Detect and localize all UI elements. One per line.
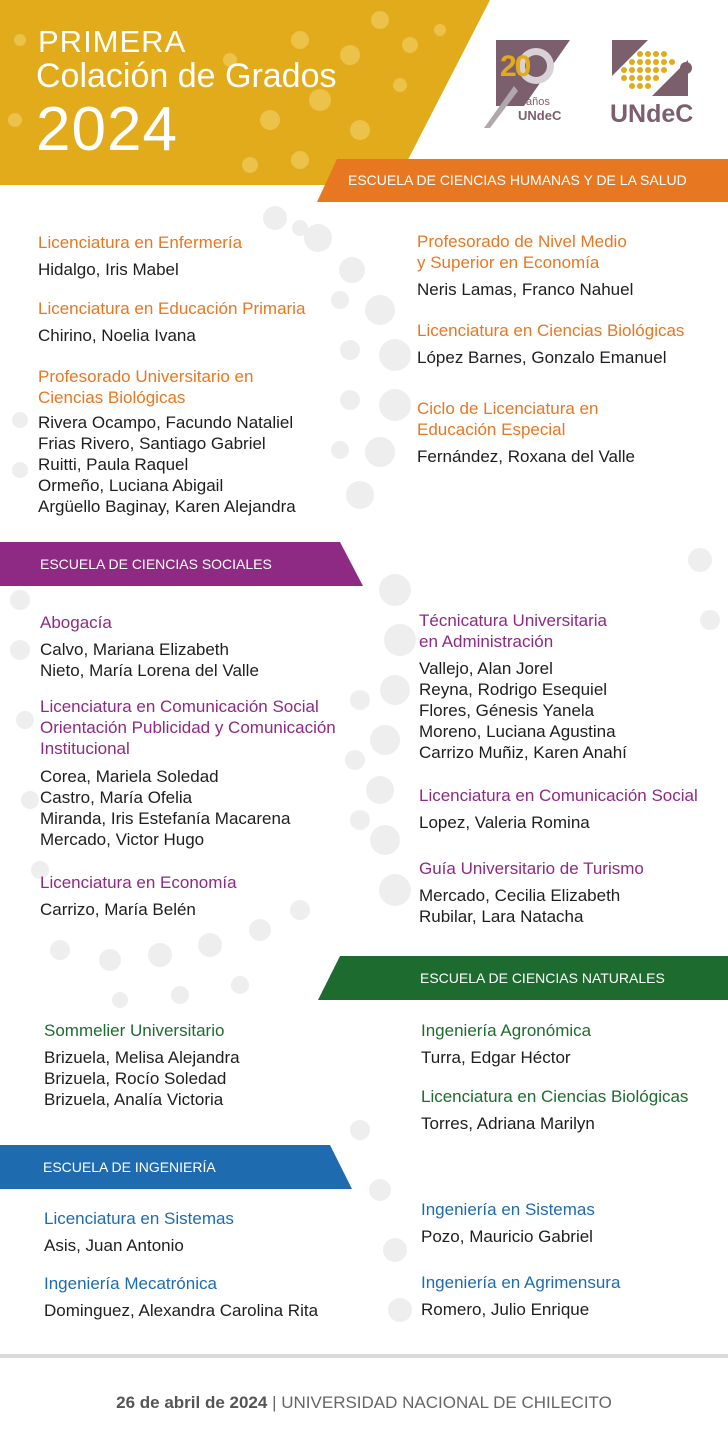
program-block [421, 1086, 688, 1134]
logo-20-anos [484, 36, 574, 128]
banner-humanas [317, 159, 728, 202]
program-block [421, 1199, 595, 1247]
banner-sociales [0, 542, 363, 586]
graduate-name: Flores, Génesis Yanela [419, 701, 595, 720]
program-block [44, 1020, 240, 1110]
program-block [419, 858, 644, 927]
program-block [44, 1208, 234, 1256]
program-block [421, 1020, 591, 1068]
graduate-name: Rubilar, Lara Natacha [419, 907, 584, 926]
program-title: Profesorado de Nivel Medio y Superior en Economía [417, 232, 627, 272]
program-block [38, 232, 242, 280]
graduate-name: Frias Rivero, Santiago Gabriel [38, 434, 266, 453]
program-block [417, 231, 633, 300]
graduate-list [417, 446, 635, 467]
graduate-list [417, 347, 684, 368]
header-title: Colación de Grados [36, 57, 337, 95]
program-block [417, 320, 684, 368]
program-title: Licenciatura en Economía [40, 873, 237, 892]
graduate-name: Dominguez, Alexandra Carolina Rita [44, 1301, 319, 1320]
program-block [419, 785, 698, 833]
banner-naturales [318, 956, 728, 1000]
graduate-name: Chirino, Noelia Ivana [38, 326, 196, 345]
graduate-name: Corea, Mariela Soledad [40, 767, 219, 786]
graduate-list [40, 899, 237, 920]
graduate-list [421, 1113, 688, 1134]
graduate-list [421, 1047, 591, 1068]
graduate-name: Rivera Ocampo, Facundo Nataliel [38, 413, 294, 432]
graduate-name: Pozo, Mauricio Gabriel [421, 1227, 593, 1246]
graduate-list [417, 279, 633, 300]
program-title: Licenciatura en Educación Primaria [38, 299, 306, 318]
graduate-name: Argüello Baginay, Karen Alejandra [38, 497, 296, 516]
graduate-list [419, 885, 644, 927]
logo-20-digits: 20 [500, 50, 530, 83]
logo-undec [608, 36, 698, 128]
graduate-list [421, 1226, 595, 1247]
program-title: Profesorado Universitario en Ciencias Biológicas [38, 367, 254, 407]
graduate-name: Moreno, Luciana Agustina [419, 722, 616, 741]
graduate-name: Ruitti, Paula Raquel [38, 455, 189, 474]
program-block [44, 1273, 318, 1321]
graduate-name: Fernández, Roxana del Valle [417, 447, 635, 466]
program-title: Ingeniería en Agrimensura [421, 1273, 621, 1292]
graduate-name: Brizuela, Analía Victoria [44, 1090, 224, 1109]
program-title: Ingeniería Mecatrónica [44, 1274, 217, 1293]
program-title: Licenciatura en Ciencias Biológicas [421, 1087, 689, 1106]
program-title: Ingeniería en Sistemas [421, 1200, 595, 1219]
graduate-list [419, 658, 627, 763]
graduate-name: Ormeño, Luciana Abigail [38, 476, 224, 495]
header-year: 2024 [36, 95, 178, 164]
program-title: Licenciatura en Enfermería [38, 233, 243, 252]
banner-sociales-label: ESCUELA DE CIENCIAS SOCIALES [40, 556, 272, 572]
graduate-name: Lopez, Valeria Romina [419, 813, 590, 832]
banner-naturales-label: ESCUELA DE CIENCIAS NATURALES [420, 970, 665, 986]
graduate-list [419, 812, 698, 833]
graduate-list [44, 1235, 234, 1256]
logo-20-undec-label: UNdeC [518, 108, 562, 123]
program-title: Licenciatura en Ciencias Biológicas [417, 321, 685, 340]
graduate-name: Neris Lamas, Franco Nahuel [417, 280, 634, 299]
graduate-name: López Barnes, Gonzalo Emanuel [417, 348, 667, 367]
banner-humanas-label: ESCUELA DE CIENCIAS HUMANAS Y DE LA SALUD [348, 172, 687, 188]
footer-date: 26 de abril de 2024 [116, 1393, 268, 1412]
graduate-name: Brizuela, Rocío Soledad [44, 1069, 227, 1088]
program-block [417, 398, 635, 467]
program-block [40, 872, 237, 920]
program-title: Guía Universitario de Turismo [419, 859, 644, 878]
graduate-list [38, 325, 305, 346]
graduate-name: Castro, María Ofelia [40, 788, 193, 807]
graduate-name: Miranda, Iris Estefanía Macarena [40, 809, 291, 828]
graduate-list [38, 412, 296, 517]
banner-ingenieria [0, 1145, 352, 1189]
program-title: Ingeniería Agronómica [421, 1021, 592, 1040]
program-block [421, 1272, 620, 1320]
footer [0, 1393, 728, 1413]
graduate-name: Torres, Adriana Marilyn [421, 1114, 595, 1133]
graduate-name: Reyna, Rodrigo Esequiel [419, 680, 608, 699]
program-block [38, 298, 305, 346]
graduate-list [40, 639, 259, 681]
logo-undec-label: UNdeC [610, 100, 694, 128]
graduate-name: Vallejo, Alan Jorel [419, 659, 553, 678]
graduate-list [40, 766, 336, 850]
logo-undec-mark [608, 36, 698, 100]
graduate-name: Nieto, María Lorena del Valle [40, 661, 259, 680]
program-title: Ciclo de Licenciatura en Educación Especial [417, 399, 599, 439]
program-block [40, 696, 336, 850]
program-title: Licenciatura en Comunicación Social [419, 786, 698, 805]
graduate-name: Hidalgo, Iris Mabel [38, 260, 179, 279]
graduate-name: Romero, Julio Enrique [421, 1300, 590, 1319]
graduate-list [38, 259, 242, 280]
program-title: Licenciatura en Sistemas [44, 1209, 234, 1228]
program-title: Técnicatura Universitaria en Administración [419, 611, 608, 651]
program-block [40, 612, 259, 681]
graduate-name: Mercado, Victor Hugo [40, 830, 205, 849]
graduate-name: Carrizo Muñiz, Karen Anahí [419, 743, 627, 762]
banner-ingenieria-label: ESCUELA DE INGENIERÍA [43, 1159, 216, 1175]
program-title: Abogacía [40, 613, 112, 632]
program-title: Licenciatura en Comunicación Social Orientación Publicidad y Comunicación Institucional [40, 697, 336, 758]
graduate-list [421, 1299, 620, 1320]
footer-university: UNIVERSIDAD NACIONAL DE CHILECITO [281, 1393, 612, 1412]
footer-separator: | [272, 1393, 277, 1412]
logo-20-anos-label: años [526, 96, 550, 108]
graduate-name: Carrizo, María Belén [40, 900, 196, 919]
graduate-list [44, 1300, 318, 1321]
graduate-list [44, 1047, 240, 1110]
graduate-name: Brizuela, Melisa Alejandra [44, 1048, 240, 1067]
graduate-name: Turra, Edgar Héctor [421, 1048, 571, 1067]
footer-divider [0, 1354, 728, 1358]
program-title: Sommelier Universitario [44, 1021, 225, 1040]
graduate-name: Asis, Juan Antonio [44, 1236, 184, 1255]
graduate-name: Mercado, Cecilia Elizabeth [419, 886, 621, 905]
program-block [419, 610, 627, 763]
program-block [38, 366, 296, 517]
header-line-primera: PRIMERA [38, 24, 187, 59]
graduate-name: Calvo, Mariana Elizabeth [40, 640, 229, 659]
